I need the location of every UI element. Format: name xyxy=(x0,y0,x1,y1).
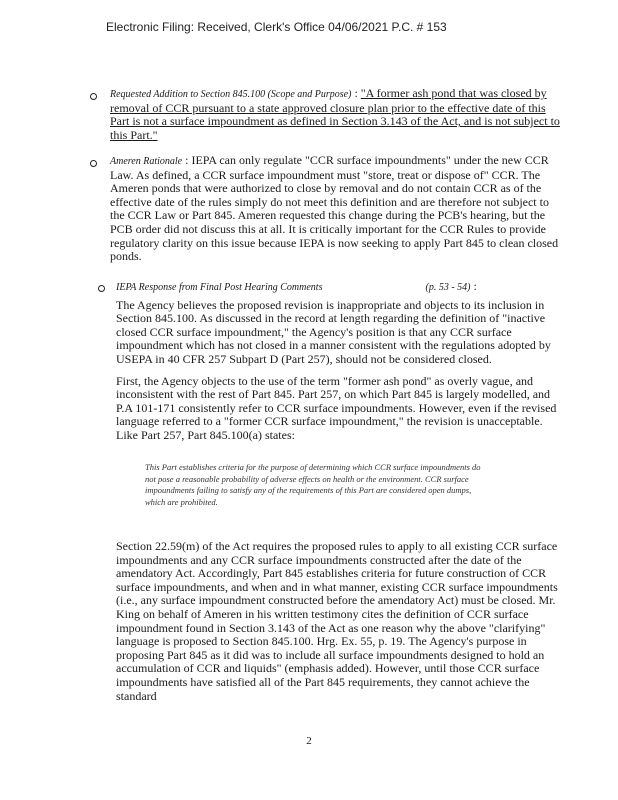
requested-addition-label: Requested Addition to Section 845.100 (Scope and Purpose) xyxy=(110,89,352,100)
filing-header: Electronic Filing: Received, Clerk's Office 04/06/2021 P.C. # 153 xyxy=(106,20,447,34)
response-paragraph-3: Section 22.59(m) of the Act requires the proposed rules to apply to all existing CCR surface impoundments and any CCR surface impoundments constructed after the date of the amendatory Act. Accordingly, Part 845 establishes criteria for future construction of CCR surface impoundments, and when and in what manner, existing CCR surface impoundments (i.e., any surface impoundment constructed before the amendatory Act) must be closed. Mr. King on behalf of Ameren in his written testimony cites the definition of CCR surface impoundment found in Section 3.143 of the Act as one reason why the above "clarifying" language is proposed to Section 845.100. Hrg. Ex. 55, p. 19. The Agency's purpose in proposing Part 845 as it did was to include all surface impoundments designed to hold an accumulation of CCR and liquids" (emphasis added). However, until those CCR surface impoundments have satisfied all of the Part 845 requirements, they cannot achieve the standard xyxy=(116,539,558,703)
response-paragraph-2: First, the Agency objects to the use of the term "former ash pond" as overly vague, and inconsistent with the rest of Part 845. Part 257, on which Part 845 is largely modelled, and P.A 101-171 consistently refer to CCR surface impoundments. However, even if the revised language referred to a "former CCR surface impoundment," the revision is unacceptable. Like Part 257, Part 845.100(a) states: xyxy=(116,373,557,442)
requested-addition-section xyxy=(110,87,560,142)
iepa-response-colon: : xyxy=(470,279,477,293)
bullet-icon xyxy=(98,285,105,292)
ameren-rationale-label: Ameren Rationale xyxy=(110,156,183,167)
response-paragraph-1: The Agency believes the proposed revision is inappropriate and objects to its inclusion in Section 845.100. As discussed in the record at length regarding the definition of "inactive closed CCR surface impoundment," the Agency's position is that any CCR surface impoundment which has not closed in a manner consistent with the regulations adopted by USEPA in 40 CFR 257 Subpart D (Part 257), should not be considered closed. xyxy=(116,297,551,366)
page-number: 2 xyxy=(306,735,312,747)
requested-addition-quote: "A former ash pond that was closed by removal of CCR pursuant to a state approved closure plan prior to the effective date of this Part is not a surface impoundment as defined in Section 3.143 of the Act, and is not subject to this Part." xyxy=(110,86,560,142)
requested-addition-colon: : xyxy=(351,86,361,100)
ameren-rationale-text: : IEPA can only regulate "CCR surface impoundments" under the new CCR Law. As defined, a CCR surface impoundment must "store, treat or dispose of" CCR. The Ameren ponds that were authorized to close by removal and do not contain CCR as of the effective date of the rules simply do not meet this definition and are therefore not subject to the CCR Law or Part 845. Ameren requested this change during the PCB's hearing, but the PCB order did not discuss this at all. It is critically important for the CCR Rules to provide regulatory clarity on this issue because IEPA is now seeking to apply Part 845 to clean closed ponds. xyxy=(110,153,559,264)
iepa-response-pages: (p. 53 - 54) xyxy=(425,282,471,293)
bullet-icon xyxy=(90,93,97,100)
iepa-response-section xyxy=(116,280,560,451)
ameren-rationale-section xyxy=(110,154,560,264)
bullet-icon xyxy=(90,160,97,167)
iepa-response-label: IEPA Response from Final Post Hearing Comments xyxy=(116,282,323,293)
part-845-quote: This Part establishes criteria for the purpose of determining which CCR surface impoundments do not pose a reasonable probability of adverse effects on health or the environment. CCR surface impoundments failing to satisfy any of the requirements of this Part are considered open dumps, which are prohibited. xyxy=(145,462,481,507)
response-paragraph-3-wrapper xyxy=(116,540,560,711)
